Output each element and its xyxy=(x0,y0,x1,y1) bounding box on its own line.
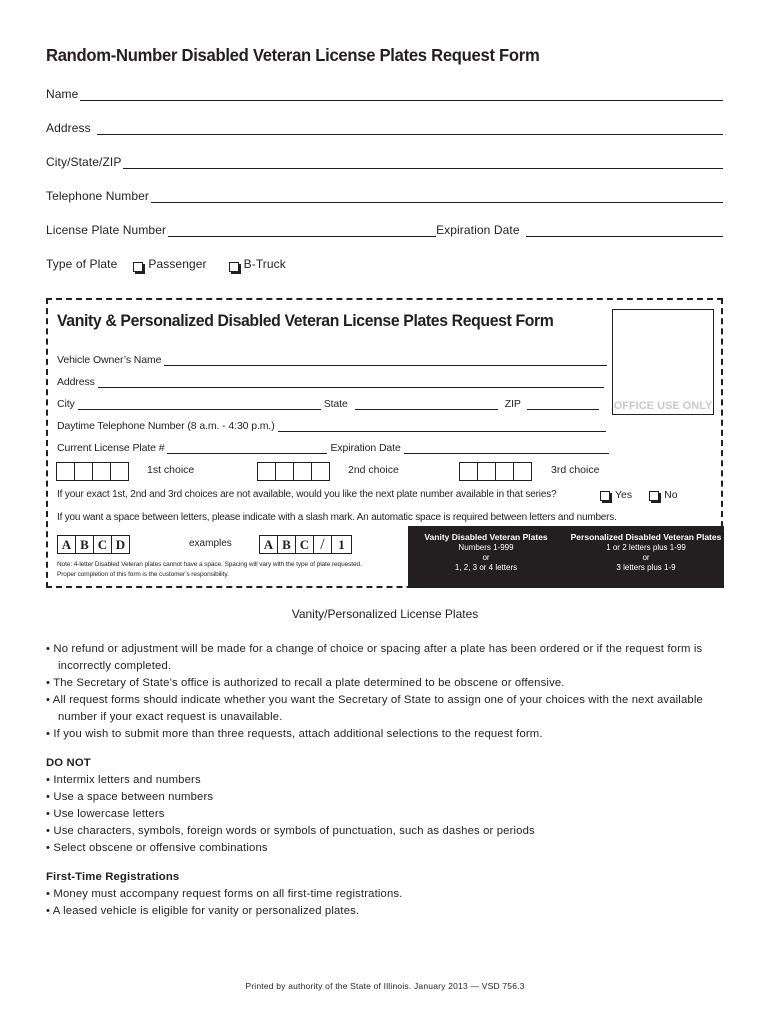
btruck-label: B-Truck xyxy=(243,257,286,271)
first-time-title: First-Time Registrations xyxy=(46,871,180,883)
telephone-row xyxy=(46,185,723,203)
example-cell: 1 xyxy=(331,535,352,554)
info-bullets xyxy=(46,641,726,743)
personalized-rule-line: 1 or 2 letters plus 1-99 xyxy=(606,543,686,552)
telephone-field[interactable] xyxy=(151,190,723,203)
passenger-label: Passenger xyxy=(148,257,207,271)
choice2-cell[interactable] xyxy=(311,462,330,481)
vanity-city-label: City xyxy=(57,398,75,410)
vanity-rule-line: or xyxy=(482,553,490,562)
type-of-plate-label: Type of Plate xyxy=(46,257,118,271)
vanity-address-field[interactable] xyxy=(98,377,604,388)
examples-label: examples xyxy=(189,538,232,549)
example-cell: D xyxy=(111,535,130,554)
first-time-item: • Money must accompany request forms on all first-time registrations. xyxy=(46,888,403,900)
example-abc-1 xyxy=(260,535,352,554)
telephone-label: Telephone Number xyxy=(46,189,149,203)
info-bullet: • The Secretary of State’s office is authorized to recall a plate determined to be obscene or offensive. xyxy=(46,677,565,689)
info-bullet: • If you wish to submit more than three requests, attach additional selections to the request form. xyxy=(46,728,543,740)
example-cell: A xyxy=(259,535,278,554)
vanity-state-field[interactable] xyxy=(355,399,498,410)
vanity-city-row xyxy=(57,398,602,410)
office-use-box xyxy=(612,309,714,415)
info-bullet: • No refund or adjustment will be made for a change of choice or spacing after a plate has been ordered or if the request form is incorrectly completed. xyxy=(46,643,703,672)
choice1-cell[interactable] xyxy=(56,462,75,481)
customer-responsibility-note: Proper completion of this form is the customer’s responsibility. xyxy=(57,571,229,578)
info-bullet: • All request forms should indicate whether you want the Secretary of State to assign one of your choices with the next available number if your exact request is unavailable. xyxy=(46,694,703,723)
first-time-list xyxy=(46,869,726,920)
next-available-question: If your exact 1st, 2nd and 3rd choices are not available, would you like the next plate number available in that series? xyxy=(57,489,557,500)
personalized-rule-line: or xyxy=(642,553,650,562)
do-not-list xyxy=(46,755,726,857)
choice2-cell[interactable] xyxy=(257,462,276,481)
city-state-zip-row xyxy=(46,151,723,169)
yes-checkbox[interactable] xyxy=(600,491,610,501)
vanity-zip-field[interactable] xyxy=(527,399,599,410)
yes-no-options xyxy=(600,489,678,501)
name-field[interactable] xyxy=(80,88,723,101)
choice3-cell[interactable] xyxy=(513,462,532,481)
address-field[interactable] xyxy=(97,122,723,135)
no-label: No xyxy=(664,489,678,501)
choice3-cell[interactable] xyxy=(477,462,496,481)
address-label: Address xyxy=(46,121,91,135)
choice1-label: 1st choice xyxy=(147,464,195,476)
info-section-title: Vanity/Personalized License Plates xyxy=(291,607,479,621)
vanity-state-label: State xyxy=(323,398,348,410)
license-plate-label: License Plate Number xyxy=(46,223,167,237)
choice3-cell[interactable] xyxy=(495,462,514,481)
vanity-rules xyxy=(412,532,560,573)
do-not-item: • Use a space between numbers xyxy=(46,791,214,803)
example-cell: C xyxy=(93,535,112,554)
passenger-checkbox[interactable] xyxy=(133,262,143,272)
choice3-cell[interactable] xyxy=(459,462,478,481)
city-state-zip-field[interactable] xyxy=(123,156,723,169)
personalized-rules xyxy=(568,532,724,573)
do-not-item: • Select obscene or offensive combinations xyxy=(46,842,268,854)
yes-label: Yes xyxy=(615,489,633,501)
license-plate-field[interactable] xyxy=(168,224,436,237)
owner-name-field[interactable] xyxy=(164,355,607,366)
choice2-boxes[interactable] xyxy=(258,462,330,481)
btruck-checkbox[interactable] xyxy=(229,262,239,272)
address-row xyxy=(46,117,723,135)
plate-rules-box xyxy=(408,526,724,588)
vanity-rule-line: 1, 2, 3 or 4 letters xyxy=(454,563,518,572)
do-not-item: • Use lowercase letters xyxy=(46,808,165,820)
vanity-rules-title: Vanity Disabled Veteran Plates xyxy=(424,532,548,542)
example-cell: / xyxy=(313,535,332,554)
random-form-title: Random-Number Disabled Veteran License Plates Request Form xyxy=(46,45,540,65)
vanity-expiration-field[interactable] xyxy=(404,443,609,454)
example-cell: B xyxy=(75,535,94,554)
owner-name-label: Vehicle Owner’s Name xyxy=(57,354,162,366)
vanity-city-field[interactable] xyxy=(78,399,321,410)
choice2-cell[interactable] xyxy=(275,462,294,481)
current-plate-label: Current License Plate # xyxy=(57,442,165,454)
expiration-label: Expiration Date xyxy=(436,223,520,237)
do-not-item: • Use characters, symbols, foreign words or symbols of punctuation, such as dashes or periods xyxy=(46,825,535,837)
daytime-phone-field[interactable] xyxy=(278,421,606,432)
space-instruction: If you want a space between letters, please indicate with a slash mark. An automatic space is required between letters and numbers. xyxy=(57,512,617,523)
no-checkbox[interactable] xyxy=(649,491,659,501)
example-cell: C xyxy=(295,535,314,554)
name-label: Name xyxy=(46,87,79,101)
vanity-form-title: Vanity & Personalized Disabled Veteran License Plates Request Form xyxy=(57,311,554,330)
owner-name-row xyxy=(57,354,610,366)
choice2-cell[interactable] xyxy=(293,462,312,481)
spacing-note: Note: 4-letter Disabled Veteran plates cannot have a space. Spacing will vary with the type of plate requested. xyxy=(57,561,362,568)
footer-note: Printed by authority of the State of Illinois. January 2013 — VSD 756.3 xyxy=(245,981,525,991)
vanity-address-row xyxy=(57,376,607,388)
daytime-phone-row xyxy=(57,420,609,432)
choice1-cell[interactable] xyxy=(92,462,111,481)
current-plate-row xyxy=(57,442,612,454)
vanity-address-label: Address xyxy=(57,376,95,388)
vanity-expiration-label: Expiration Date xyxy=(330,442,401,454)
name-row xyxy=(46,83,723,101)
type-of-plate-row xyxy=(46,253,723,271)
city-state-zip-label: City/State/ZIP xyxy=(46,155,122,169)
choice1-boxes[interactable] xyxy=(57,462,129,481)
current-plate-field[interactable] xyxy=(167,443,327,454)
choice1-cell[interactable] xyxy=(74,462,93,481)
example-cell: A xyxy=(57,535,76,554)
choice3-label: 3rd choice xyxy=(551,464,600,476)
expiration-field[interactable] xyxy=(526,224,723,237)
first-time-item: • A leased vehicle is eligible for vanity or personalized plates. xyxy=(46,905,360,917)
vanity-rule-line: Numbers 1-999 xyxy=(458,543,514,552)
choice2-label: 2nd choice xyxy=(348,464,399,476)
office-use-label: OFFICE USE ONLY xyxy=(613,400,713,412)
daytime-phone-label: Daytime Telephone Number (8 a.m. - 4:30 p.m.) xyxy=(57,420,275,432)
example-abcd xyxy=(58,535,130,554)
personalized-rule-line: 3 letters plus 1-9 xyxy=(616,563,676,572)
license-plate-row xyxy=(46,219,723,237)
vanity-zip-label: ZIP xyxy=(504,398,521,410)
example-cell: B xyxy=(277,535,296,554)
personalized-rules-title: Personalized Disabled Veteran Plates xyxy=(570,532,722,542)
choice3-boxes[interactable] xyxy=(460,462,532,481)
do-not-title: DO NOT xyxy=(46,757,91,769)
choice1-cell[interactable] xyxy=(110,462,129,481)
do-not-item: • Intermix letters and numbers xyxy=(46,774,201,786)
